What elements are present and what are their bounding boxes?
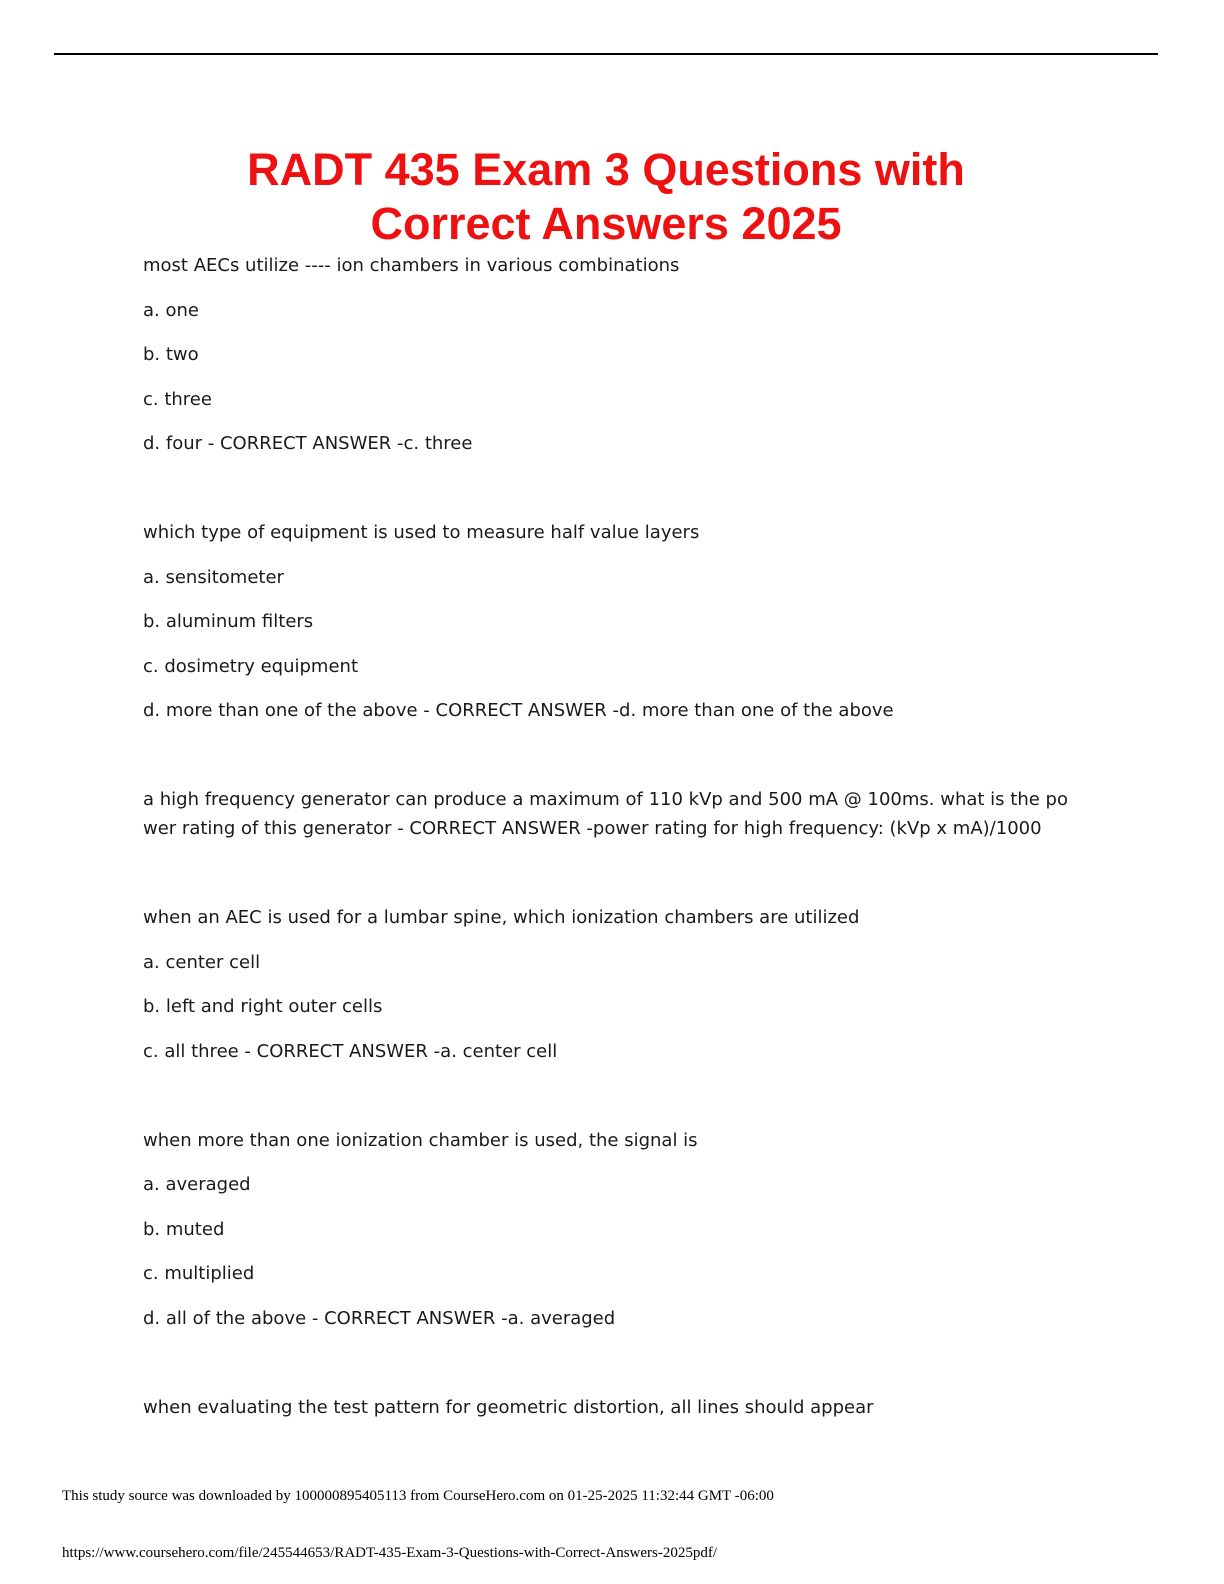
- question-text: which type of equipment is used to measure half value layers: [143, 522, 700, 543]
- answer-option: d. all of the above - CORRECT ANSWER -a. averaged: [143, 1308, 616, 1329]
- source-url-link[interactable]: https://www.coursehero.com/file/245544653/RADT-435-Exam-3-Questions-with-Correct-Answers-2025pdf/: [62, 1545, 718, 1561]
- answer-option: a. one: [143, 300, 199, 321]
- top-rule: [54, 53, 1158, 55]
- answer-option: b. aluminum filters: [143, 611, 314, 632]
- answer-option: c. all three - CORRECT ANSWER -a. center cell: [143, 1041, 558, 1062]
- question-text: when evaluating the test pattern for geometric distortion, all lines should appear: [143, 1397, 874, 1418]
- title-line: Correct Answers 2025: [370, 198, 842, 249]
- answer-option: a. averaged: [143, 1174, 251, 1195]
- answer-option: a. sensitometer: [143, 567, 284, 588]
- title-line: RADT 435 Exam 3 Questions with: [247, 144, 965, 195]
- question-text: wer rating of this generator - CORRECT ANSWER -power rating for high frequency: (kVp x mA)/1000: [143, 818, 1042, 839]
- answer-option: d. more than one of the above - CORRECT ANSWER -d. more than one of the above: [143, 700, 894, 721]
- page-title: [0, 143, 1212, 251]
- answer-option: c. dosimetry equipment: [143, 656, 359, 677]
- question-text: a high frequency generator can produce a maximum of 110 kVp and 500 mA @ 100ms. what is the po: [143, 789, 1068, 810]
- download-notice: This study source was downloaded by 100000895405113 from CourseHero.com on 01-25-2025 11:32:44 GMT -06:00: [62, 1488, 774, 1504]
- answer-option: b. muted: [143, 1219, 225, 1240]
- answer-option: b. two: [143, 344, 199, 365]
- answer-option: c. multiplied: [143, 1263, 255, 1284]
- question-text: most AECs utilize ---- ion chambers in various combinations: [143, 255, 680, 276]
- answer-option: b. left and right outer cells: [143, 996, 383, 1017]
- question-text: when an AEC is used for a lumbar spine, which ionization chambers are utilized: [143, 907, 860, 928]
- question-text: when more than one ionization chamber is used, the signal is: [143, 1130, 698, 1151]
- answer-option: c. three: [143, 389, 212, 410]
- answer-option: a. center cell: [143, 952, 261, 973]
- answer-option: d. four - CORRECT ANSWER -c. three: [143, 433, 473, 454]
